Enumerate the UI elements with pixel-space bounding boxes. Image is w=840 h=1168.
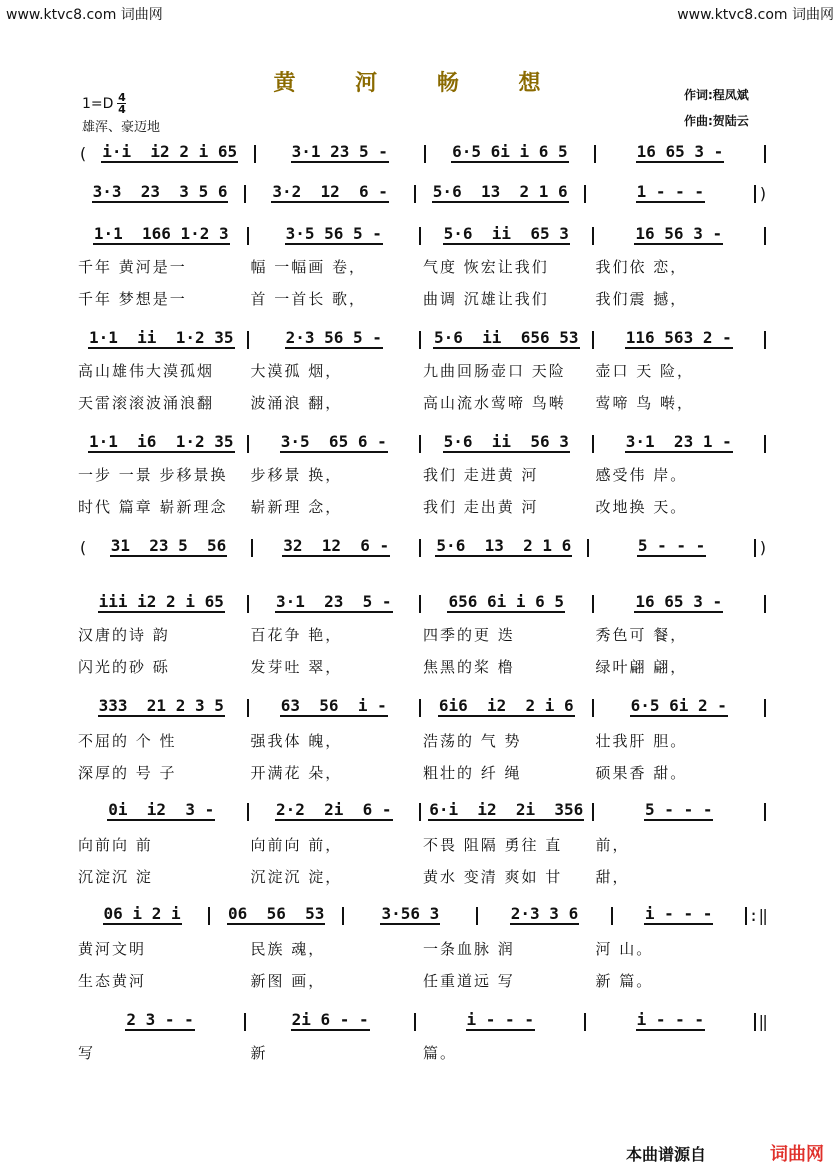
lyric-segment: 沉淀沉 淀， <box>250 868 343 886</box>
notes: 32 12 6 - <box>283 536 390 555</box>
barline <box>414 185 416 203</box>
notes: 16 56 3 - <box>635 224 723 243</box>
lyric-line <box>78 762 768 783</box>
barline <box>754 539 756 557</box>
measure <box>212 904 340 925</box>
lyric-line <box>78 496 768 517</box>
notes: 3·1 23 1 - <box>625 432 732 451</box>
notes: 06 i 2 i <box>103 904 181 923</box>
lyric-segment: 强我体 魄， <box>250 732 343 750</box>
lyric-segment: 新 <box>250 1044 268 1062</box>
notes: 5·6 ii 56 3 <box>443 432 569 451</box>
time-signature-bottom: 4 <box>118 103 126 116</box>
notes: 3·1 23 5 - <box>275 592 392 611</box>
measure <box>258 142 422 163</box>
measure <box>596 432 763 453</box>
measure <box>78 328 245 349</box>
lyric-line <box>78 834 768 855</box>
barline <box>611 907 613 925</box>
barline <box>584 1013 586 1031</box>
lyric-line <box>78 656 768 677</box>
notes: 333 21 2 3 5 <box>98 696 224 715</box>
measure <box>78 592 245 613</box>
closing-mark: ‖ <box>758 1012 769 1031</box>
lyric-line <box>78 938 768 959</box>
composer-credit: 作曲:贺陆云 <box>684 114 749 128</box>
time-signature-top: 4 <box>118 91 126 104</box>
lyric-segment: 民族 魂， <box>250 940 326 958</box>
measure <box>418 1010 582 1031</box>
lyric-segment: 汉唐的诗 韵 <box>78 626 170 644</box>
lyric-segment: 千年 梦想是一 <box>78 290 187 308</box>
lyric-segment: 莺啼 鸟 啭， <box>595 394 695 412</box>
measure <box>251 592 418 613</box>
barline <box>594 145 596 163</box>
measure <box>88 142 252 163</box>
notes: 16 65 3 - <box>635 592 723 611</box>
notes: i - - - <box>636 1010 705 1029</box>
barline <box>419 699 421 717</box>
notes: 2 3 - - <box>126 1010 194 1029</box>
notes: 31 23 5 56 <box>110 536 227 555</box>
lyric-line <box>78 970 768 991</box>
lyric-segment: 百花争 艳， <box>250 626 343 644</box>
lyric-segment: 浩荡的 气 势 <box>423 732 522 750</box>
notes: i - - - <box>644 904 713 923</box>
lyric-line <box>78 256 768 277</box>
barline <box>342 907 344 925</box>
lyric-segment: 我们 走进黄 河 <box>423 466 539 484</box>
lyric-segment: 开满花 朵， <box>250 764 343 782</box>
measure <box>596 328 763 349</box>
notes: 3·1 23 5 - <box>291 142 388 161</box>
notes: 2i 6 - - <box>291 1010 369 1029</box>
barline <box>244 185 246 203</box>
measure <box>423 224 590 245</box>
lyric-segment: 一条血脉 润 <box>423 940 515 958</box>
measure <box>88 536 250 557</box>
score-line <box>78 328 768 349</box>
watermark-left: www.ktvc8.com 词曲网 <box>6 7 163 23</box>
barline <box>419 539 421 557</box>
lyric-segment: 绿叶翩 翩， <box>595 658 688 676</box>
barline <box>764 331 766 349</box>
lyric-segment <box>596 1042 769 1063</box>
barline <box>424 145 426 163</box>
lyric-segment: 我们 走出黄 河 <box>423 498 539 516</box>
lyric-segment: 写 <box>78 1044 96 1062</box>
lyric-segment: 粗壮的 纤 绳 <box>423 764 522 782</box>
notes: i·i i2 2 i 65 <box>102 142 238 161</box>
notes: 06 56 53 <box>228 904 325 923</box>
measure <box>251 800 418 821</box>
barline <box>754 185 756 203</box>
lyric-line <box>78 360 768 381</box>
barline <box>244 1013 246 1031</box>
score-line <box>78 182 768 203</box>
watermark-right: www.ktvc8.com 词曲网 <box>677 7 834 23</box>
measure <box>588 1010 752 1031</box>
measure <box>251 224 418 245</box>
lyric-line <box>78 866 768 887</box>
lyric-segment: 发芽吐 翠， <box>250 658 343 676</box>
barline <box>208 907 210 925</box>
notes: 1·1 i6 1·2 35 <box>89 432 234 451</box>
barline <box>247 699 249 717</box>
lyric-segment: 深厚的 号 子 <box>78 764 177 782</box>
notes: iii i2 2 i 65 <box>98 592 224 611</box>
notes: 6·i i2 2i 356 <box>429 800 584 819</box>
measure <box>418 182 582 203</box>
lyric-segment: 崭新理 念， <box>250 498 343 516</box>
closing-mark: :‖ <box>748 906 768 925</box>
lyric-line <box>78 624 768 645</box>
lyric-segment: 天雷滚滚波涌浪翻 <box>78 394 215 412</box>
lyric-segment: 秀色可 餐， <box>595 626 688 644</box>
barline <box>592 331 594 349</box>
measure <box>78 1010 242 1031</box>
notes: 3·56 3 <box>381 904 440 923</box>
measure <box>423 536 585 557</box>
barline <box>584 185 586 203</box>
lyric-segment: 步移景 换， <box>250 466 343 484</box>
score-line <box>78 142 768 163</box>
lyric-segment: 不畏 阻隔 勇往 直 <box>423 836 563 854</box>
lyric-segment: 沉淀沉 淀 <box>78 868 153 886</box>
lyric-segment: 黄水 变清 爽如 甘 <box>423 868 563 886</box>
measure <box>423 800 590 821</box>
barline <box>745 907 747 925</box>
measure <box>78 224 245 245</box>
lyric-segment: 河 山。 <box>595 940 654 958</box>
barline <box>247 595 249 613</box>
lyric-segment: 焦黑的桨 橹 <box>423 658 515 676</box>
barline <box>419 803 421 821</box>
measure <box>251 432 418 453</box>
barline <box>247 331 249 349</box>
lyric-segment: 首 一首长 歌， <box>250 290 367 308</box>
score-line <box>78 592 768 613</box>
notes: 3·5 56 5 - <box>285 224 382 243</box>
lyric-segment: 曲调 沉雄让我们 <box>423 290 549 308</box>
barline <box>419 595 421 613</box>
notes: i - - - <box>466 1010 534 1029</box>
notes: 1 - - - <box>636 182 705 201</box>
measure <box>598 142 762 163</box>
lyric-segment: 幅 一幅画 卷， <box>250 258 367 276</box>
notes: 2·3 3 6 <box>510 904 579 923</box>
measure <box>480 904 608 925</box>
measure <box>78 904 206 925</box>
measure <box>428 142 592 163</box>
score-line <box>78 1010 768 1031</box>
barline <box>592 227 594 245</box>
score-line <box>78 536 768 557</box>
repeat-open-paren: ( <box>78 144 88 163</box>
lyric-segment: 硕果香 甜。 <box>595 764 688 782</box>
barline <box>764 803 766 821</box>
notes: 5 - - - <box>637 536 706 555</box>
barline <box>414 1013 416 1031</box>
barline <box>254 145 256 163</box>
footer-logo[interactable]: 词曲网 <box>770 1144 824 1165</box>
measure <box>615 904 743 925</box>
measure <box>78 800 245 821</box>
lyric-segment: 九曲回肠壶口 天险 <box>423 362 566 380</box>
score-line <box>78 904 768 925</box>
lyric-segment: 任重道远 写 <box>423 972 515 990</box>
barline <box>419 227 421 245</box>
closing-mark: ) <box>758 184 769 203</box>
lyric-segment: 高山雄伟大漠孤烟 <box>78 362 215 380</box>
lyric-line <box>78 392 768 413</box>
barline <box>754 1013 756 1031</box>
lyric-segment: 闪光的砂 砾 <box>78 658 170 676</box>
barline <box>476 907 478 925</box>
time-signature <box>117 92 126 115</box>
lyric-segment: 不屈的 个 性 <box>78 732 177 750</box>
key-label: 1=D <box>82 95 114 112</box>
lyric-line <box>78 288 768 309</box>
barline <box>587 539 589 557</box>
barline <box>764 699 766 717</box>
lyric-segment: 一步 一景 步移景换 <box>78 466 228 484</box>
measure <box>423 592 590 613</box>
lyric-line <box>78 730 768 751</box>
measure <box>596 696 763 717</box>
barline <box>592 595 594 613</box>
measure <box>346 904 474 925</box>
measure <box>588 182 752 203</box>
notes: 3·2 12 6 - <box>272 182 388 201</box>
barline <box>247 435 249 453</box>
notes: 1·1 166 1·2 3 <box>93 224 229 243</box>
expression-mark: 雄浑、豪迈地 <box>82 120 161 135</box>
measure <box>78 696 245 717</box>
lyric-segment: 改地换 天。 <box>595 498 688 516</box>
measure <box>248 182 412 203</box>
measure <box>78 182 242 203</box>
lyric-segment: 黄河文明 <box>78 940 147 958</box>
notes: 2·3 56 5 - <box>285 328 382 347</box>
barline <box>764 435 766 453</box>
song-title: 黄 河 畅 想 <box>273 70 567 96</box>
lyric-segment: 壶口 天 险， <box>595 362 695 380</box>
notes: 116 563 2 - <box>625 328 732 347</box>
lyric-line <box>78 1042 768 1063</box>
notes: 5·6 ii 656 53 <box>434 328 579 347</box>
notes: 0i i2 3 - <box>108 800 215 819</box>
closing-mark: ) <box>758 538 769 557</box>
barline <box>764 145 766 163</box>
repeat-open-paren: ( <box>78 538 88 557</box>
barline <box>247 227 249 245</box>
measure <box>255 536 417 557</box>
key-signature <box>82 92 126 115</box>
lyric-segment: 大漠孤 烟， <box>250 362 343 380</box>
notes: 6·5 6i 2 - <box>630 696 727 715</box>
measure <box>248 1010 412 1031</box>
barline <box>592 803 594 821</box>
score-line <box>78 224 768 245</box>
lyricist-credit: 作词:程凤斌 <box>684 88 749 102</box>
score-line <box>78 696 768 717</box>
notes: 2·2 2i 6 - <box>275 800 392 819</box>
notes: 63 56 i - <box>280 696 387 715</box>
lyric-segment: 波涌浪 翻， <box>250 394 343 412</box>
lyric-segment: 我们震 撼， <box>595 290 688 308</box>
score-line <box>78 432 768 453</box>
measure <box>423 328 590 349</box>
barline <box>592 699 594 717</box>
lyric-segment: 新 篇。 <box>595 972 654 990</box>
lyric-segment: 篇。 <box>423 1044 458 1062</box>
measure <box>596 800 763 821</box>
barline <box>764 595 766 613</box>
barline <box>247 803 249 821</box>
lyric-segment: 壮我肝 胆。 <box>595 732 688 750</box>
lyric-segment: 我们依 恋， <box>595 258 688 276</box>
measure <box>596 592 763 613</box>
notes: 3·5 65 6 - <box>280 432 387 451</box>
lyric-segment: 四季的更 迭 <box>423 626 515 644</box>
lyric-line <box>78 464 768 485</box>
notes: 5·6 ii 65 3 <box>443 224 569 243</box>
measure <box>596 224 763 245</box>
lyric-segment: 感受伟 岸。 <box>595 466 688 484</box>
notes: 5 - - - <box>645 800 713 819</box>
lyric-segment: 新图 画， <box>250 972 326 990</box>
lyric-segment: 向前向 前， <box>250 836 343 854</box>
barline <box>419 331 421 349</box>
barline <box>592 435 594 453</box>
measure <box>423 696 590 717</box>
notes: 1·1 ii 1·2 35 <box>89 328 234 347</box>
notes: 656 6i i 6 5 <box>448 592 565 611</box>
lyric-segment: 前， <box>595 836 630 854</box>
lyric-segment: 千年 黄河是一 <box>78 258 187 276</box>
notes: 5·6 13 2 1 6 <box>436 536 572 555</box>
barline <box>419 435 421 453</box>
measure <box>251 328 418 349</box>
notes: 3·3 23 3 5 6 <box>92 182 228 201</box>
lyric-segment: 甜， <box>595 868 630 886</box>
barline <box>764 227 766 245</box>
notes: 5·6 13 2 1 6 <box>432 182 568 201</box>
score-line <box>78 800 768 821</box>
notes: 6·5 6i i 6 5 <box>452 142 568 161</box>
measure <box>591 536 753 557</box>
lyric-segment: 高山流水莺啼 鸟啭 <box>423 394 566 412</box>
lyric-segment: 向前向 前 <box>78 836 153 854</box>
barline <box>251 539 253 557</box>
lyric-segment: 生态黄河 <box>78 972 147 990</box>
notes: 16 65 3 - <box>636 142 724 161</box>
measure <box>423 432 590 453</box>
measure <box>78 432 245 453</box>
notes: 6i6 i2 2 i 6 <box>438 696 574 715</box>
measure <box>251 696 418 717</box>
lyric-segment: 气度 恢宏让我们 <box>423 258 549 276</box>
lyric-segment: 时代 篇章 崭新理念 <box>78 498 228 516</box>
footer-source-text: 本曲谱源自 <box>626 1145 707 1164</box>
